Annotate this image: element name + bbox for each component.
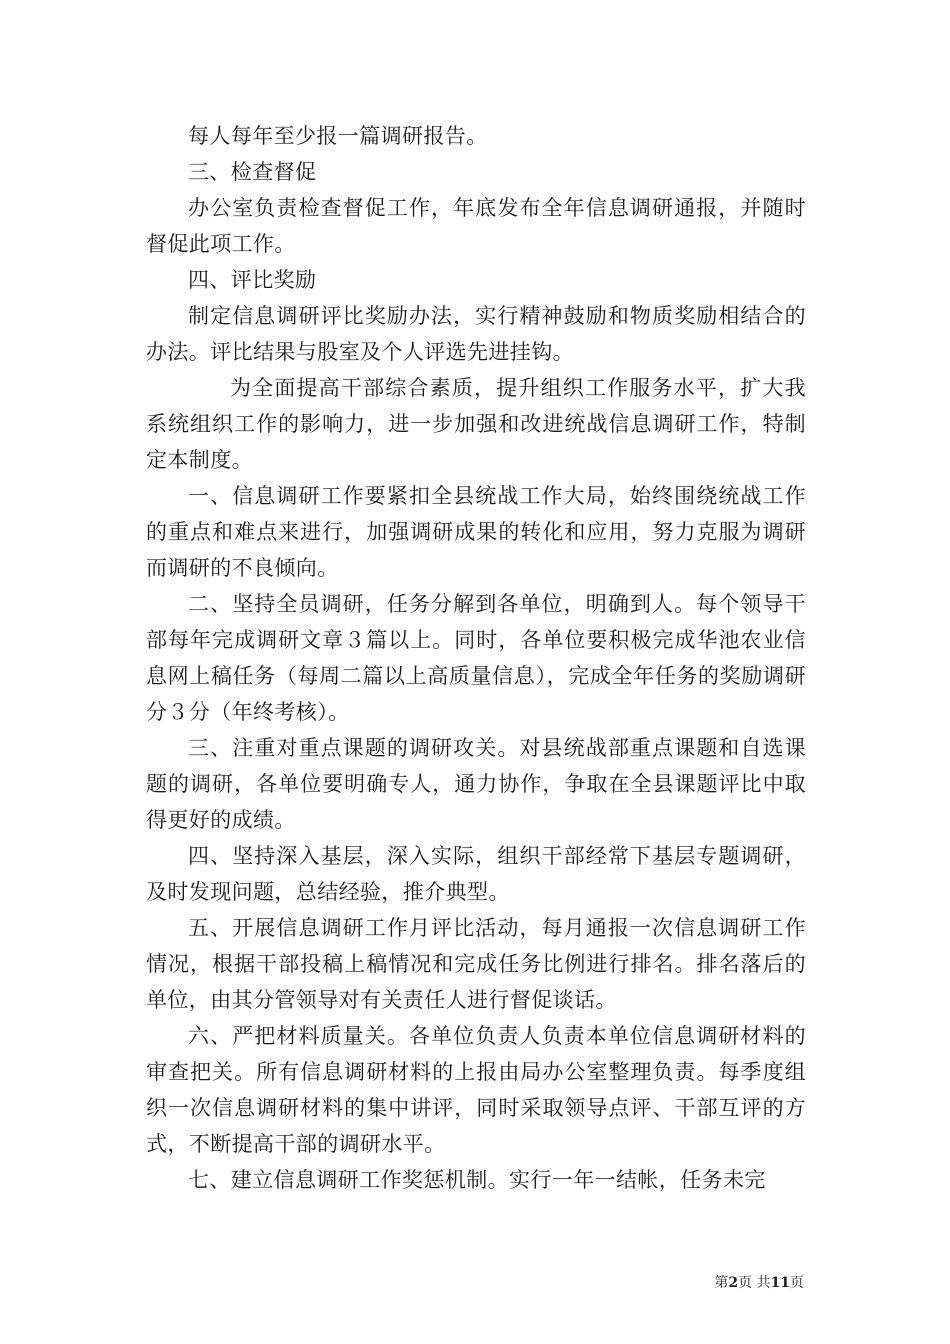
paragraph: 一、信息调研工作要紧扣全县统战工作大局，始终围绕统战工作的重点和难点来进行，加强调研成果的转化和应用，努力克服为调研而调研的不良倾向。 — [146, 484, 806, 580]
paragraph: 每人每年至少报一篇调研报告。 — [188, 124, 488, 148]
document-body — [146, 118, 806, 1198]
paragraph: 七、建立信息调研工作奖惩机制。实行一年一结帐，任务未完 — [188, 1168, 766, 1192]
paragraph: 六、严把材料质量关。各单位负责人负责本单位信息调研材料的审查把关。所有信息调研材料的上报由局办公室整理负责。每季度组织一次信息调研材料的集中讲评，同时采取领导点评、干部互评的方式，不断提高干部的调研水平。 — [146, 1024, 806, 1156]
paragraph: 办公室负责检查督促工作，年底发布全年信息调研通报，并随时督促此项工作。 — [146, 196, 806, 256]
total-pages-number: 11 — [770, 1275, 790, 1291]
section-heading: 三、检查督促 — [188, 160, 317, 184]
footer-suffix: 页 — [790, 1275, 804, 1291]
current-page-number: 2 — [728, 1275, 739, 1291]
paragraph: 制定信息调研评比奖励办法，实行精神鼓励和物质奖励相结合的办法。评比结果与股室及个人评选先进挂钩。 — [146, 304, 806, 364]
paragraph: 五、开展信息调研工作月评比活动，每月通报一次信息调研工作情况，根据干部投稿上稿情况和完成任务比例进行排名。排名落后的单位，由其分管领导对有关责任人进行督促谈话。 — [146, 916, 806, 1012]
page-number-footer — [714, 1274, 804, 1292]
intro-paragraph: 为全面提高干部综合素质，提升组织工作服务水平，扩大我系统组织工作的影响力，进一步加强和改进统战信息调研工作，特制定本制度。 — [146, 376, 806, 472]
footer-prefix: 第 — [714, 1275, 729, 1291]
footer-middle: 页 共 — [738, 1275, 771, 1291]
paragraph: 二、坚持全员调研，任务分解到各单位，明确到人。每个领导干部每年完成调研文章３篇以上。同时，各单位要积极完成华池农业信息网上稿任务（每周二篇以上高质量信息），完成全年任务的奖励调研分３分（年终考核）。 — [146, 592, 806, 724]
section-heading: 四、评比奖励 — [188, 268, 317, 292]
paragraph: 三、注重对重点课题的调研攻关。对县统战部重点课题和自选课题的调研，各单位要明确专人，通力协作，争取在全县课题评比中取得更好的成绩。 — [146, 736, 806, 832]
paragraph: 四、坚持深入基层，深入实际，组织干部经常下基层专题调研，及时发现问题，总结经验，推介典型。 — [146, 844, 806, 904]
